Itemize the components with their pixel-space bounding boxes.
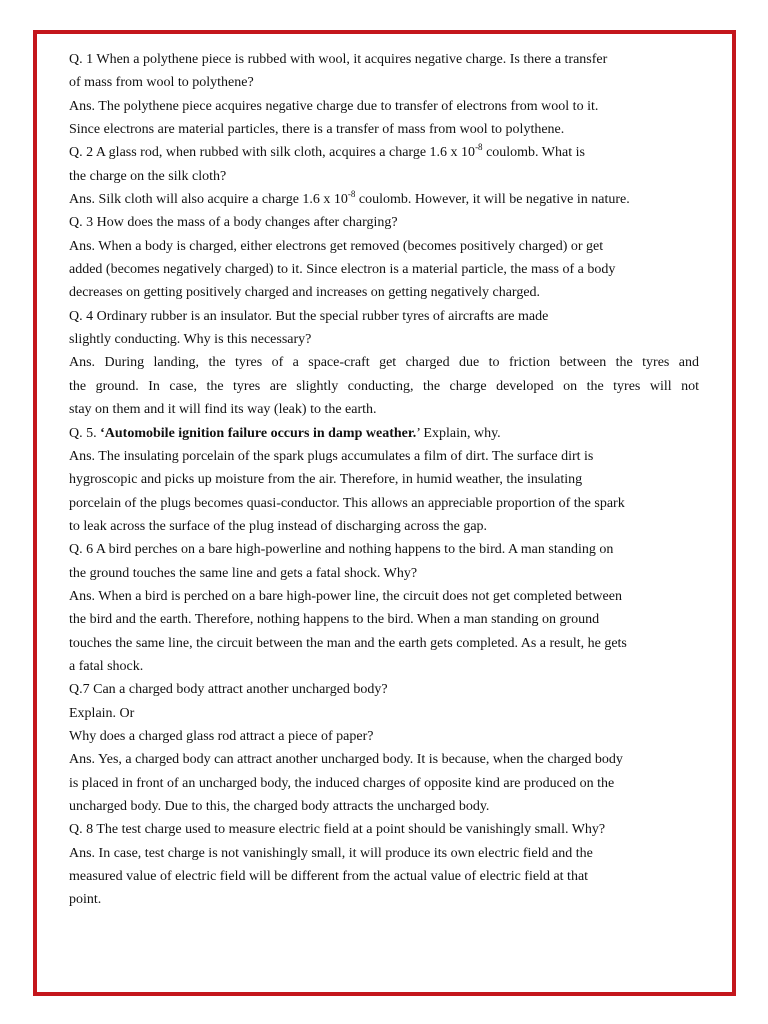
q5-answer-line-2: hygroscopic and picks up moisture from the air. Therefore, in humid weather, the insulating xyxy=(69,472,583,488)
q2-answer-text-end: coulomb. However, it will be negative in nature. xyxy=(355,192,630,208)
q1-question-line-2: of mass from wool to polythene? xyxy=(69,75,254,91)
q3-answer-line-2: added (becomes negatively charged) to it. Since electron is a material particle, the mass of a body xyxy=(69,262,616,278)
q5-answer-line-1: Ans. The insulating porcelain of the spark plugs accumulates a film of dirt. The surface dirt is xyxy=(69,448,594,464)
q8-answer-line-2: measured value of electric field will be different from the actual value of electric field at that xyxy=(69,869,589,885)
q5-question-suffix: ’ Explain, why. xyxy=(416,425,501,441)
q4-question-line-2: slightly conducting. Why is this necessary? xyxy=(69,332,312,348)
q6-question-line-1: Q. 6 A bird perches on a bare high-powerline and nothing happens to the bird. A man standing on xyxy=(69,542,614,558)
q8-answer-line-1: Ans. In case, test charge is not vanishingly small, it will produce its own electric field and the xyxy=(69,845,593,861)
q7-answer-line-1: Ans. Yes, a charged body can attract another uncharged body. It is because, when the charged body xyxy=(69,752,623,768)
q2-answer-text: Ans. Silk cloth will also acquire a charge 1.6 x 10 xyxy=(69,192,348,208)
q7-answer-line-2: is placed in front of an uncharged body, the induced charges of opposite kind are produced on the xyxy=(69,775,615,791)
q4-answer-line-1: Ans. During landing, the tyres of a space-craft get charged due to friction between the tyres and xyxy=(69,355,699,371)
q5-question-prefix: Q. 5. xyxy=(69,425,101,441)
q6-answer-line-1: Ans. When a bird is perched on a bare high-power line, the circuit does not get completed between xyxy=(69,588,622,604)
q2-answer-exponent: -8 xyxy=(347,189,356,200)
q7-question-line-2: Explain. Or xyxy=(69,705,135,721)
q5-answer-line-4: to leak across the surface of the plug instead of discharging across the gap. xyxy=(69,518,488,534)
q1-answer-line-1: Ans. The polythene piece acquires negative charge due to transfer of electrons from wool to it. xyxy=(69,98,599,114)
q3-question: Q. 3 How does the mass of a body changes after charging? xyxy=(69,215,398,231)
q3-answer-line-1: Ans. When a body is charged, either electrons get removed (becomes positively charged) or get xyxy=(69,238,604,254)
q6-answer-line-2: the bird and the earth. Therefore, nothing happens to the bird. When a man standing on ground xyxy=(69,612,600,628)
q6-answer-line-3: touches the same line, the circuit between the man and the earth gets completed. As a result, he gets xyxy=(69,635,627,651)
q6-answer-line-4: a fatal shock. xyxy=(69,658,144,674)
q5-question-emphasis: ‘Automobile ignition failure occurs in damp weather. xyxy=(100,425,417,441)
q7-question-line-3: Why does a charged glass rod attract a piece of paper? xyxy=(69,728,374,744)
q2-question-text: Q. 2 A glass rod, when rubbed with silk cloth, acquires a charge 1.6 x 10 xyxy=(69,145,476,161)
q2-question-line-1 xyxy=(69,141,699,164)
q1-question-line-1: Q. 1 When a polythene piece is rubbed with wool, it acquires negative charge. Is there a transfer xyxy=(69,52,608,67)
q2-question-exponent: -8 xyxy=(475,142,483,153)
q4-question-line-1: Q. 4 Ordinary rubber is an insulator. But the special rubber tyres of aircrafts are made xyxy=(69,308,549,324)
q2-answer-line-1 xyxy=(69,188,699,211)
q5-answer-line-3: porcelain of the plugs becomes quasi-conductor. This allows an appreciable proportion of the spark xyxy=(69,495,625,511)
q5-question xyxy=(69,422,699,445)
q2-question-line-2: the charge on the silk cloth? xyxy=(69,168,227,184)
q6-question-line-2: the ground touches the same line and gets a fatal shock. Why? xyxy=(69,565,418,581)
q8-answer-line-3: point. xyxy=(69,892,102,908)
document-body xyxy=(69,48,699,912)
q2-question-text-end: coulomb. What is xyxy=(482,145,585,161)
q7-answer-line-3: uncharged body. Due to this, the charged body attracts the uncharged body. xyxy=(69,799,490,814)
q4-answer-line-2: the ground. In case, the tyres are slightly conducting, the charge developed on the tyres will not xyxy=(69,378,699,394)
q3-answer-line-3: decreases on getting positively charged and increases on getting negatively charged. xyxy=(69,285,541,301)
q7-question-line-1: Q.7 Can a charged body attract another uncharged body? xyxy=(69,682,388,698)
q1-answer-line-2: Since electrons are material particles, there is a transfer of mass from wool to polythene. xyxy=(69,122,565,138)
q8-question: Q. 8 The test charge used to measure electric field at a point should be vanishingly small. Why? xyxy=(69,822,606,838)
q4-answer-line-3: stay on them and it will find its way (leak) to the earth. xyxy=(69,402,377,418)
